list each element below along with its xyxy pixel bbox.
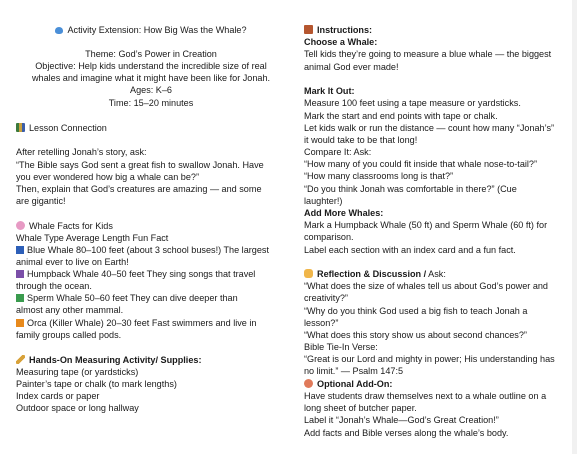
supply-item: Painter’s tape or chalk (to mark lengths) [16,379,177,389]
optional-heading: Optional Add-On: [304,378,392,390]
books-icon [16,123,25,132]
lesson-text: After retelling Jonah’s story, ask: [16,147,147,157]
instruction-text: animal God ever made! [304,62,399,72]
whale-row-text: almost any other mammal. [16,305,124,315]
whale-row-humpback: Humpback Whale 40–50 feet They sing songs that travel [16,268,255,280]
instruction-text: “How many classrooms long is that?” [304,171,454,181]
objective-line-2: whales and imagine what it might have been like for Jonah. [31,73,271,83]
optional-text: long sheet of butcher paper. [304,403,417,413]
activity-title: Activity Extension: How Big Was the Whale? [16,24,286,36]
reflection-text: “What does the size of whales tell us about God’s power and [304,281,548,291]
writing-hand-icon [304,269,313,278]
whale-row-text: through the ocean. [16,281,92,291]
reflection-heading: Reflection & Discussion / Ask: [304,268,446,280]
instructions-heading: Instructions: [304,24,372,36]
whale-table-header: Whale Type Average Length Fun Fact [16,233,169,243]
optional-text: Have students draw themselves next to a whale outline on a [304,391,547,401]
choose-heading: Choose a Whale: [304,37,378,47]
time-text: Time: 15–20 minutes [108,98,194,108]
lesson-text: you ever wondered how big a whale can be?” [16,172,200,182]
instruction-text: Mark the start and end points with tape or chalk. [304,111,498,121]
bible-verse-heading: Bible Tie-In Verse: [304,342,378,352]
palette-icon [304,379,313,388]
supply-item: Outdoor space or long hallway [16,403,139,413]
whale-row-sperm: Sperm Whale 50–60 feet They can dive deeper than [16,292,238,304]
lesson-connection-heading: Lesson Connection [16,122,107,134]
add-more-heading: Add More Whales: [304,208,384,218]
reflection-text: lesson?” [304,318,339,328]
instruction-text: Compare It: Ask: [304,147,372,157]
orange-square-icon [16,319,24,327]
instruction-text: it would take to be that long! [304,135,418,145]
optional-text: Add facts and Bible verses along the whale’s body. [304,428,509,438]
instruction-text: “How many of you could fit inside that whale nose-to-tail?” [304,159,538,169]
whale-row-blue: Blue Whale 80–100 feet (about 3 school buses!) The largest [16,244,269,256]
blue-square-icon [16,246,24,254]
instruction-text: Label each section with an index card and a fun fact. [304,245,516,255]
reflection-text: “What does this story show us about second chances?” [304,330,527,340]
instruction-text: Mark a Humpback Whale (50 ft) and Sperm Whale (60 ft) for [304,220,548,230]
ages-text: Ages: K–6 [130,85,172,95]
reflection-text: “Why do you think God used a big fish to teach Jonah a [304,306,528,316]
instruction-text: Measure 100 feet using a tape measure or yardsticks. [304,98,521,108]
lesson-text: “The Bible says God sent a great fish to swallow Jonah. Have [16,160,264,170]
instruction-text: “Do you think Jonah was comfortable in there?” (Cue [304,184,517,194]
reflection-text: creativity?” [304,293,348,303]
supply-item: Index cards or paper [16,391,100,401]
ruler-icon [16,355,25,364]
bible-verse-text: no limit.” — Psalm 147:5 [304,366,404,376]
instruction-text: laughter!) [304,196,343,206]
instruction-text: comparison. [304,232,354,242]
mark-out-heading: Mark It Out: [304,86,355,96]
whale-row-text: animal ever to live on Earth! [16,257,129,267]
whale-icon [55,27,63,34]
lesson-text: Then, explain that God’s creatures are amazing — and some [16,184,262,194]
objective-line-1: Objective: Help kids understand the incredible size of real [35,61,267,71]
instruction-text: Tell kids they’re going to measure a blue whale — the biggest [304,49,552,59]
whale-row-orca: Orca (Killer Whale) 20–30 feet Fast swimmers and live in [16,317,256,329]
hands-on-heading: Hands-On Measuring Activity/ Supplies: [16,354,201,366]
optional-text: Label it “Jonah’s Whale—God’s Great Creation!” [304,415,499,425]
green-square-icon [16,294,24,302]
lesson-text: are gigantic! [16,196,66,206]
purple-square-icon [16,270,24,278]
bible-verse-text: “Great is our Lord and mighty in power; His understanding has [304,354,555,364]
scrollbar-track[interactable] [572,0,577,454]
theme-text: Theme: God’s Power in Creation [85,49,217,59]
clipboard-icon [304,25,313,34]
whale-facts-heading: Whale Facts for Kids [16,220,113,232]
brain-icon [16,221,25,230]
instruction-text: Let kids walk or run the distance — count how many “Jonah’s” [304,123,555,133]
whale-row-text: family groups called pods. [16,330,122,340]
supply-item: Measuring tape (or yardsticks) [16,367,139,377]
